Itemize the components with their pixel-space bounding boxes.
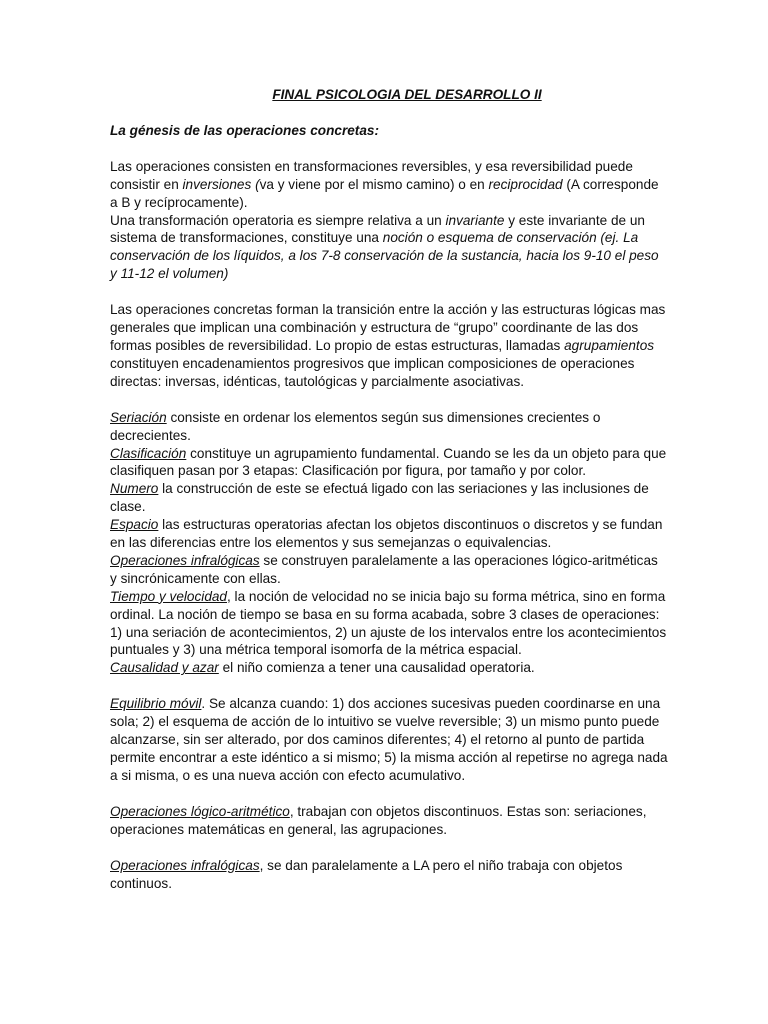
text-run: la construcción de este se efectuá ligado con las seriaciones y las inclusiones de clase. xyxy=(110,481,649,515)
paragraph-equilibrio xyxy=(110,695,668,785)
term-invariante: invariante xyxy=(445,212,505,228)
text-run: las estructuras operatorias afectan los objetos discontinuos o discretos y se fundan en las diferencias entre los elementos y sus semejanzas o equivalencias. xyxy=(110,517,663,551)
text-run: el niño comienza a tener una causalidad operatoria. xyxy=(218,660,535,676)
paragraph-invariante xyxy=(110,212,668,284)
term-equilibrio-movil: Equilibrio móvil xyxy=(110,696,202,712)
paragraph-reversibility xyxy=(110,158,668,212)
item-tiempo xyxy=(110,588,668,660)
text-run: (A corresponde a B y recíprocamente). xyxy=(110,176,659,210)
document-title: FINAL PSICOLOGIA DEL DESARROLLO II xyxy=(272,87,542,102)
item-clasificacion xyxy=(110,445,668,481)
term-conservacion: noción o esquema de conservación (ej. La conservación de los líquidos, a los 7-8 conservación de la sustancia, hacia los 9-10 el peso y 11-12 el volumen) xyxy=(110,230,659,282)
text-run: se construyen paralelamente a las operaciones lógico-aritméticas y sincrónicamente con ellas. xyxy=(110,552,658,586)
item-espacio xyxy=(110,516,668,552)
text-run: y este invariante de un sistema de transformaciones, constituye una xyxy=(110,212,645,246)
text-run: Una transformación operatoria es siempre relativa a un xyxy=(110,212,446,228)
term-agrupamientos: agrupamientos xyxy=(564,337,655,353)
term-espacio: Espacio xyxy=(110,517,159,533)
term-operaciones-infralogicas: Operaciones infralógicas xyxy=(110,552,260,568)
paragraph-operaciones-concretas xyxy=(110,301,668,391)
text-run: Las operaciones concretas forman la transición entre la acción y las estructuras lógicas mas generales que implican una combinación y estructura de “grupo” coordinante de las dos formas posibles de reversibilidad. Lo propio de estas estructuras, llamadas xyxy=(110,302,666,353)
term-tiempo-velocidad: Tiempo y velocidad xyxy=(110,588,227,604)
text-run: Las operaciones consisten en transformaciones reversibles, y esa reversibilidad puede consistir en xyxy=(110,158,633,192)
text-run: constituye un agrupamiento fundamental. Cuando se les da un objeto para que clasifiquen pasan por 3 etapas: Clasificación por figura, por tamaño y por color. xyxy=(110,445,667,479)
text-run: constituyen encadenamientos progresivos que implican composiciones de operaciones directas: inversas, idénticas, tautológicas y parcialmente asociativas. xyxy=(110,355,635,389)
item-causalidad xyxy=(110,659,668,677)
term-operaciones-logico-aritmetico: Operaciones lógico-aritmético xyxy=(110,803,290,819)
section-heading: La génesis de las operaciones concretas: xyxy=(110,122,379,138)
paragraph-infralogicas xyxy=(110,857,668,893)
term-causalidad-azar: Causalidad y azar xyxy=(110,660,219,676)
term-numero: Numero xyxy=(110,481,159,497)
text-run: va y viene por el mismo camino) o en xyxy=(259,176,489,192)
text-run: , se dan paralelamente a LA pero el niño trabaja con objetos continuos. xyxy=(110,857,623,891)
text-run: . Se alcanza cuando: 1) dos acciones sucesivas pueden coordinarse en una sola; 2) el esquema de acción de lo intuitivo se vuelve reversible; 3) un mismo punto puede alcanzarse, sin ser alterado, por dos caminos diferentes; 4) el retorno al punto de partida permite encontrar a este idéntico a si mismo; 5) la misma acción al repetirse no agrega nada a si misma, o es una nueva acción con efecto acumulativo. xyxy=(110,696,668,783)
text-run: , la noción de velocidad no se inicia bajo su forma métrica, sino en forma ordinal. La noción de tiempo se basa en su forma acabada, sobre 3 clases de operaciones: 1) una seriación de acontecimientos, 2) un ajuste de los intervalos entre los acontecimientos puntuales y 3) una métrica temporal isomorfa de la métrica espacial. xyxy=(110,588,667,658)
term-operaciones-infralogicas-2: Operaciones infralógicas xyxy=(110,857,260,873)
item-infralogicas xyxy=(110,552,668,588)
text-run: , trabajan con objetos discontinuos. Estas son: seriaciones, operaciones matemáticas en general, las agrupaciones. xyxy=(110,803,647,837)
text-run: consiste en ordenar los elementos según sus dimensiones crecientes o decrecientes. xyxy=(110,409,601,443)
item-seriacion xyxy=(110,409,668,445)
item-numero xyxy=(110,480,668,516)
term-inversiones: inversiones ( xyxy=(182,176,260,192)
paragraph-logico-aritmetico xyxy=(110,803,668,839)
term-clasificacion: Clasificación xyxy=(110,445,187,461)
term-seriacion: Seriación xyxy=(110,409,167,425)
term-reciprocidad: reciprocidad xyxy=(488,176,563,192)
